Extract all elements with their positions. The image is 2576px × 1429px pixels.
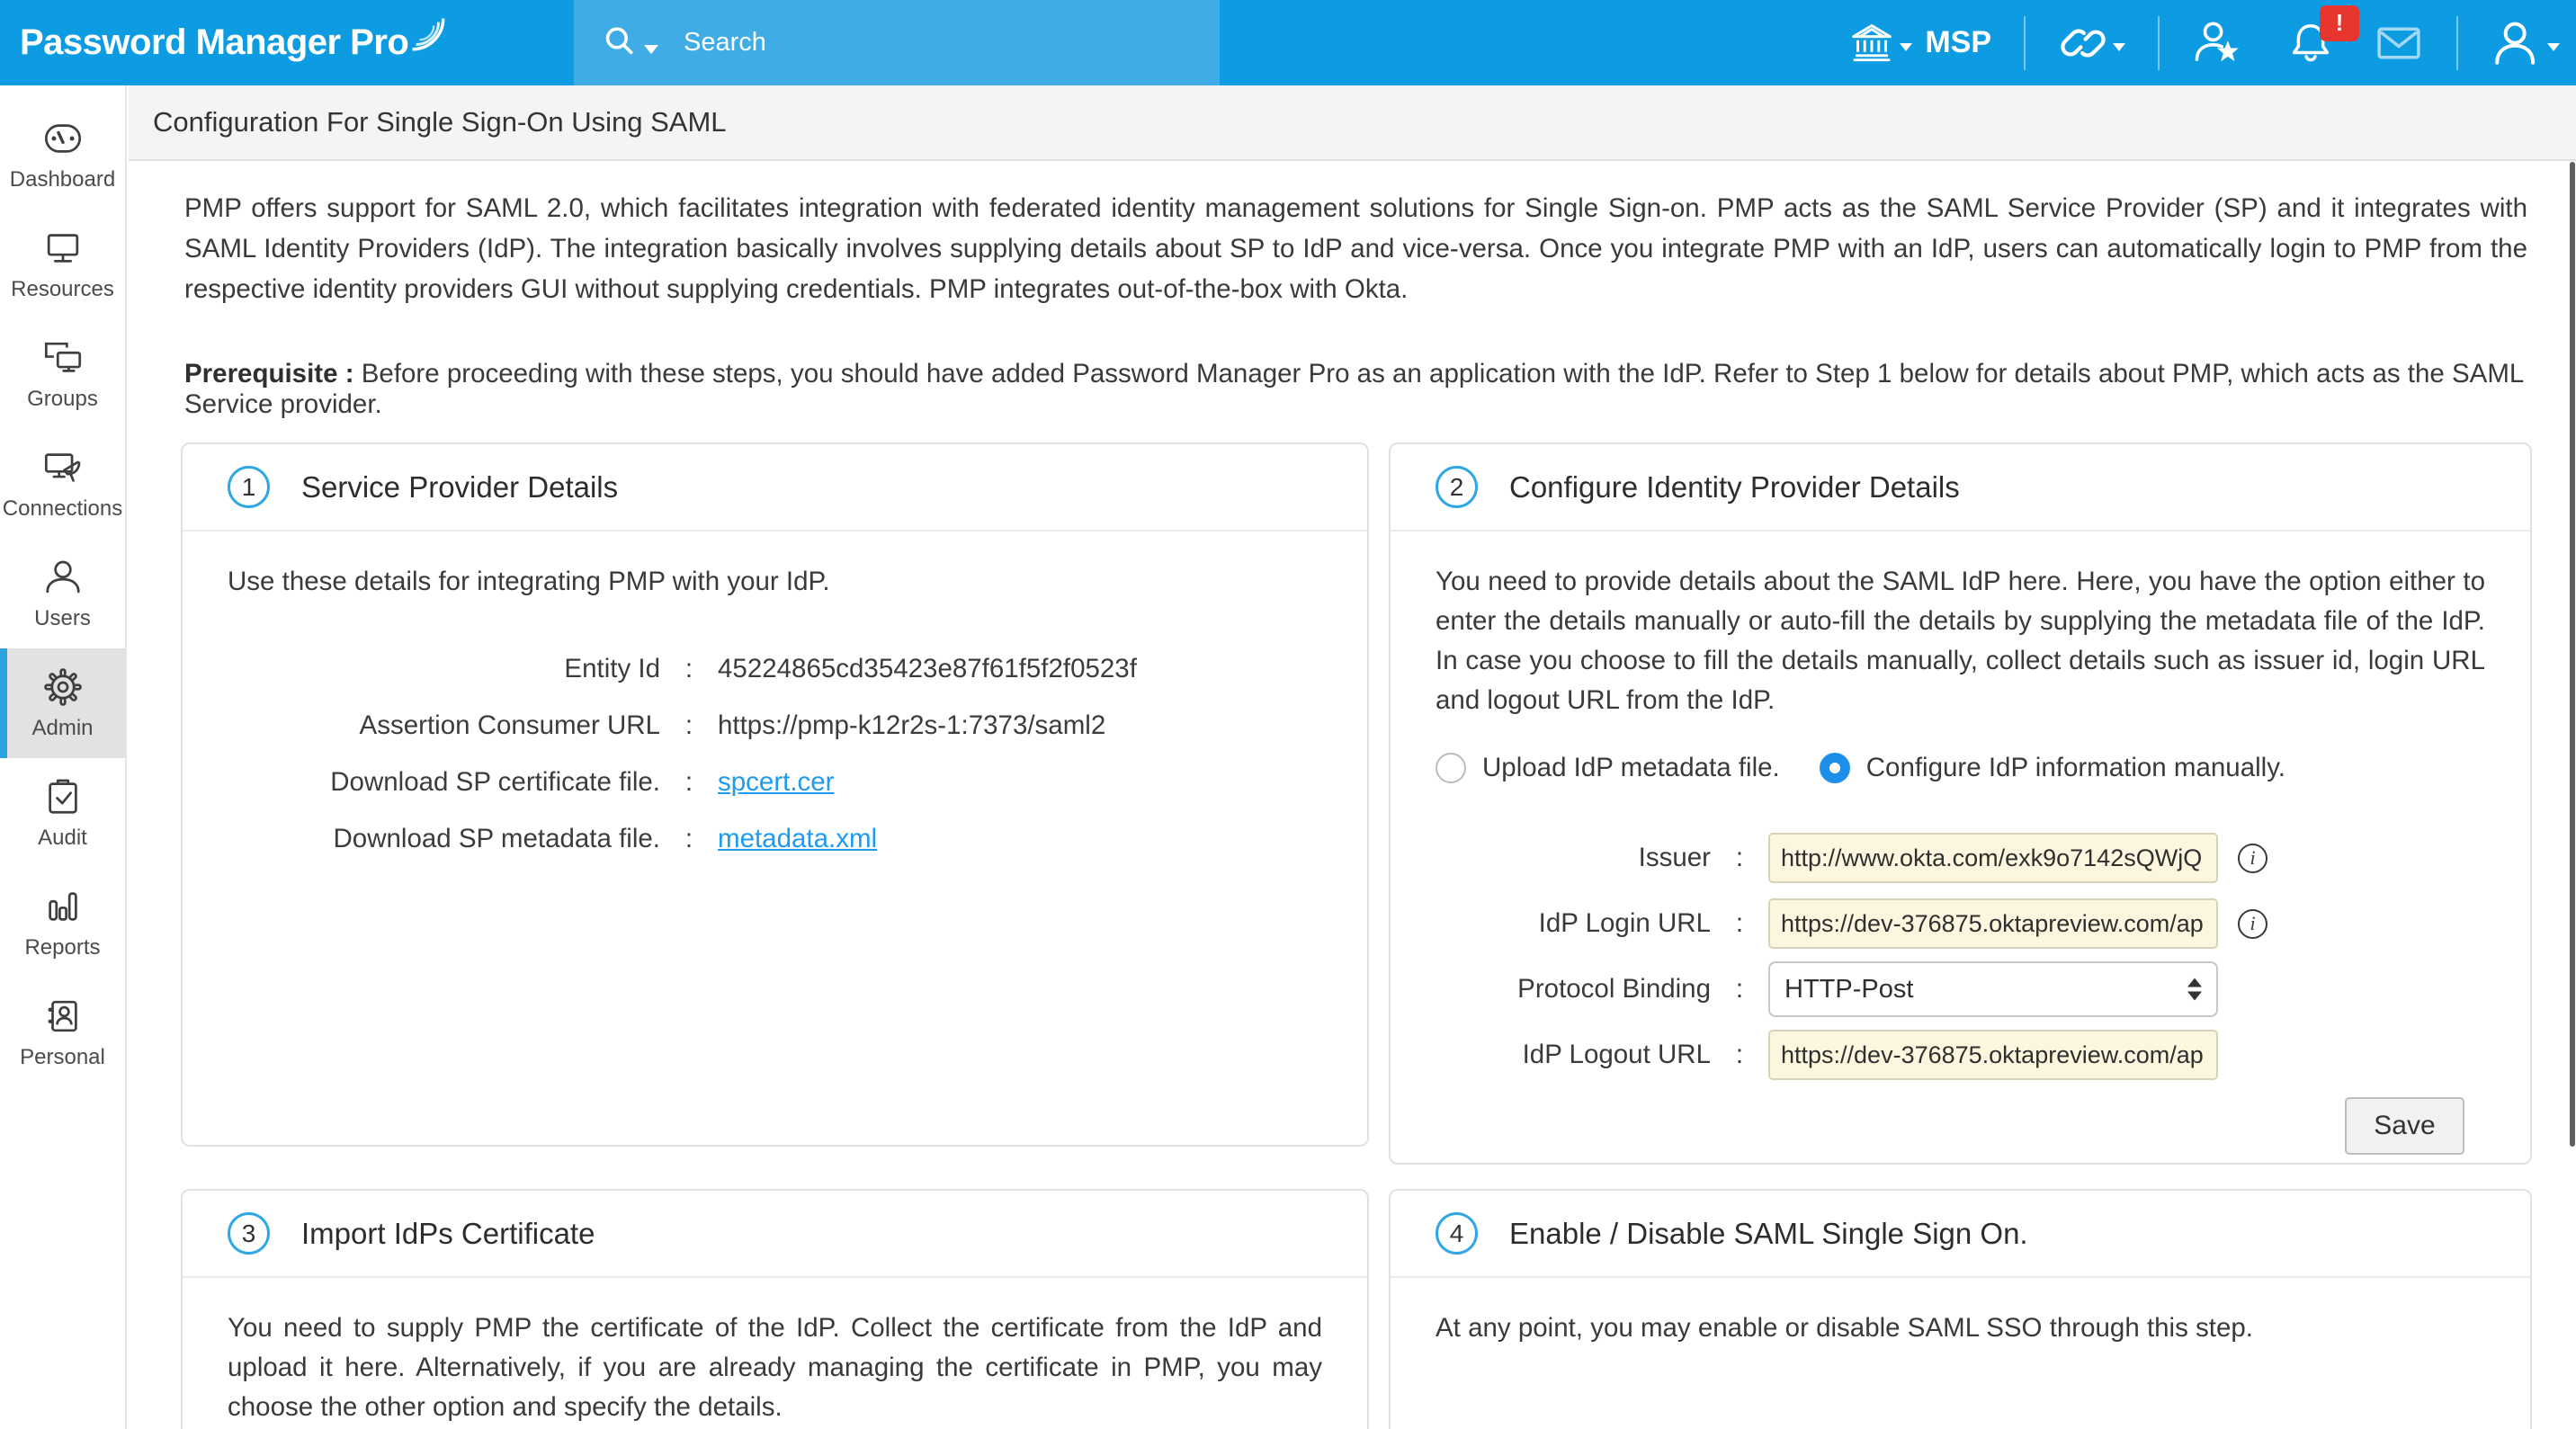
sidebar-item-reports[interactable] — [0, 868, 125, 978]
sidebar-item-label: Connections — [2, 496, 123, 521]
sidebar-item-label: Resources — [11, 276, 114, 301]
user-icon — [2491, 17, 2543, 69]
sidebar-item-audit[interactable] — [0, 758, 125, 868]
organization-icon — [1848, 20, 1895, 67]
notifications-button[interactable] — [2285, 9, 2344, 68]
sp-metadata-label: Download SP metadata file. — [333, 824, 660, 853]
personal-icon — [42, 996, 84, 1037]
notification-badge: ! — [2320, 5, 2359, 41]
colon — [660, 767, 718, 798]
envelope-icon — [2374, 18, 2424, 68]
colon — [1711, 974, 1768, 1005]
search-input[interactable] — [684, 28, 1133, 58]
panel-4-description: At any point, you may enable or disable SAML SSO through this step. — [1436, 1313, 2253, 1343]
sidebar-item-connections[interactable] — [0, 429, 125, 539]
assertion-consumer-url-label: Assertion Consumer URL — [359, 710, 660, 740]
app-logo-text: Password Manager Pro — [20, 22, 409, 62]
issuer-label: Issuer — [1638, 843, 1711, 872]
connections-icon — [42, 447, 84, 488]
panel-3-title: Import IdPs Certificate — [301, 1216, 595, 1250]
topbar-actions — [1848, 9, 2576, 70]
upload-metadata-radio-label[interactable]: Upload IdP metadata file. — [1482, 753, 1780, 782]
prerequisite-text: Before proceeding with these steps, you should have added Password Manager Pro as an application with the IdP. Refer to Step 1 below for details about PMP, which acts as the SAML Service provider. — [184, 359, 2524, 419]
topbar — [0, 0, 2576, 85]
mail-button[interactable] — [2374, 18, 2424, 68]
select-stepper-icon — [2187, 978, 2202, 1001]
idp-login-url-label: IdP Login URL — [1538, 908, 1711, 938]
sidebar-item-label: Users — [34, 605, 91, 630]
issuer-row — [1436, 832, 2485, 884]
panel-3-description: You need to supply PMP the certificate of the IdP. Collect the certificate from the IdP and upload it here. Alternatively, if you are already managing the certificate in PMP, you may choose the other option and specify the details. — [228, 1313, 1322, 1422]
save-button[interactable]: Save — [2345, 1097, 2464, 1155]
configure-manually-radio-label[interactable]: Configure IdP information manually. — [1865, 753, 2285, 782]
panel-3-header — [183, 1191, 1367, 1278]
account-menu[interactable] — [2491, 17, 2560, 69]
sp-certificate-link[interactable]: spcert.cer — [718, 767, 835, 797]
page-header — [129, 85, 2576, 161]
search-bar[interactable] — [574, 0, 1220, 85]
sidebar-item-dashboard[interactable] — [0, 100, 125, 210]
step-number-badge: 1 — [228, 466, 270, 508]
colon — [660, 654, 718, 684]
sidebar-item-users[interactable] — [0, 539, 125, 648]
msp-label: MSP — [1925, 25, 1991, 59]
sidebar-item-admin[interactable] — [0, 648, 125, 758]
sp-metadata-link[interactable]: metadata.xml — [718, 824, 878, 853]
panel-2-header — [1391, 444, 2530, 531]
msp-menu[interactable] — [1848, 20, 1991, 67]
configure-manually-radio[interactable] — [1820, 753, 1850, 783]
assertion-consumer-url-row — [228, 710, 1322, 741]
entity-id-value: 45224865cd35423e87f61f5f2f0523f — [718, 654, 1137, 683]
idp-fields — [1436, 832, 2485, 1081]
colon — [660, 710, 718, 741]
sp-certificate-label: Download SP certificate file. — [330, 767, 660, 797]
reports-icon — [42, 886, 84, 927]
panel-configure-identity-provider — [1389, 442, 2532, 1165]
entity-id-label: Entity Id — [564, 654, 660, 683]
topbar-divider — [2158, 16, 2160, 70]
sidebar-item-personal[interactable] — [0, 978, 125, 1087]
vertical-scrollbar[interactable] — [2570, 162, 2575, 1147]
page-title: Configuration For Single Sign-On Using SAML — [153, 106, 727, 138]
sp-certificate-row — [228, 767, 1322, 798]
search-scope-caret-icon[interactable] — [644, 45, 658, 54]
sp-metadata-row — [228, 824, 1322, 854]
prerequisite-paragraph — [184, 359, 2527, 420]
admin-gear-icon — [42, 666, 84, 708]
panel-4-header — [1391, 1191, 2530, 1278]
audit-icon — [42, 776, 84, 817]
connections-menu[interactable] — [2058, 18, 2125, 68]
sidebar-item-resources[interactable] — [0, 210, 125, 319]
prerequisite-label: Prerequisite : — [184, 359, 354, 389]
groups-icon — [42, 337, 84, 379]
dashboard-icon — [42, 118, 84, 159]
sidebar-item-label: Admin — [31, 715, 94, 740]
assertion-consumer-url-value: https://pmp-k12r2s-1:7373/saml2 — [718, 710, 1106, 740]
sidebar-item-label: Reports — [24, 934, 101, 960]
sidebar-item-label: Groups — [27, 386, 98, 411]
logo-swoosh-icon — [410, 16, 448, 54]
protocol-binding-row — [1436, 963, 2485, 1015]
panel-4-title: Enable / Disable SAML Single Sign On. — [1509, 1216, 2028, 1250]
link-icon — [2058, 18, 2108, 68]
resources-icon — [42, 228, 84, 269]
panel-1-header — [183, 444, 1367, 531]
colon — [1711, 908, 1768, 939]
idp-source-radio-group — [1436, 753, 2485, 783]
account-caret-icon — [2547, 43, 2560, 51]
issuer-info-icon[interactable] — [2238, 844, 2267, 873]
topbar-divider — [2024, 16, 2026, 70]
step-number-badge: 2 — [1436, 466, 1478, 508]
colon — [1711, 843, 1768, 873]
sidebar — [0, 85, 127, 1429]
user-star-icon — [2192, 17, 2244, 69]
protocol-binding-value: HTTP-Post — [1784, 974, 1914, 1004]
panel-import-idp-certificate — [181, 1189, 1369, 1429]
idp-login-url-info-icon[interactable] — [2238, 909, 2267, 939]
sidebar-item-groups[interactable] — [0, 319, 125, 429]
entity-id-row — [228, 654, 1322, 684]
panel-1-description: Use these details for integrating PMP with your IdP. — [228, 567, 830, 596]
colon — [1711, 1040, 1768, 1070]
search-icon[interactable] — [601, 23, 640, 63]
idp-logout-url-row — [1436, 1029, 2485, 1081]
topbar-divider — [2456, 16, 2458, 70]
main-content — [129, 163, 2576, 1429]
colon — [660, 824, 718, 854]
issuer-input[interactable] — [1768, 833, 2218, 883]
protocol-binding-label: Protocol Binding — [1517, 974, 1711, 1004]
idp-logout-url-input[interactable] — [1768, 1030, 2218, 1080]
sidebar-item-label: Audit — [38, 825, 87, 850]
idp-login-url-input[interactable] — [1768, 898, 2218, 949]
msp-caret-icon — [1900, 43, 1912, 51]
users-icon — [42, 557, 84, 598]
app-logo[interactable] — [0, 0, 574, 85]
sidebar-item-label: Dashboard — [9, 166, 116, 192]
panel-1-title: Service Provider Details — [301, 469, 619, 504]
intro-paragraph: PMP offers support for SAML 2.0, which facilitates integration with federated identity management solutions for Single Sign-on. PMP acts as the SAML Service Provider (SP) and it integrates with SAML Identity Providers (IdP). The integration basically involves supplying details about SP to IdP and vice-versa. Once you integrate PMP with an IdP, users can automatically login to PMP from the respective identity providers GUI without supplying credentials. PMP integrates out-of-the-box with Okta. — [184, 193, 2527, 304]
approvals-button[interactable] — [2192, 17, 2244, 69]
panel-enable-disable-saml-sso — [1389, 1189, 2532, 1429]
idp-logout-url-label: IdP Logout URL — [1522, 1040, 1711, 1069]
panel-2-description: You need to provide details about the SAML IdP here. Here, you have the option either to enter the details manually or auto-fill the details by supplying the metadata file of the IdP. In case you choose to fill the details manually, collect details such as issuer id, login URL and logout URL from the IdP. — [1436, 567, 2485, 715]
panel-2-title: Configure Identity Provider Details — [1509, 469, 1960, 504]
protocol-binding-select[interactable] — [1768, 961, 2218, 1017]
step-number-badge: 3 — [228, 1212, 270, 1255]
upload-metadata-radio[interactable] — [1436, 753, 1466, 783]
step-number-badge: 4 — [1436, 1212, 1478, 1255]
sidebar-item-label: Personal — [20, 1044, 105, 1069]
idp-login-url-row — [1436, 898, 2485, 950]
panel-service-provider-details — [181, 442, 1369, 1147]
service-provider-rows — [228, 654, 1322, 854]
link-caret-icon — [2113, 43, 2125, 51]
